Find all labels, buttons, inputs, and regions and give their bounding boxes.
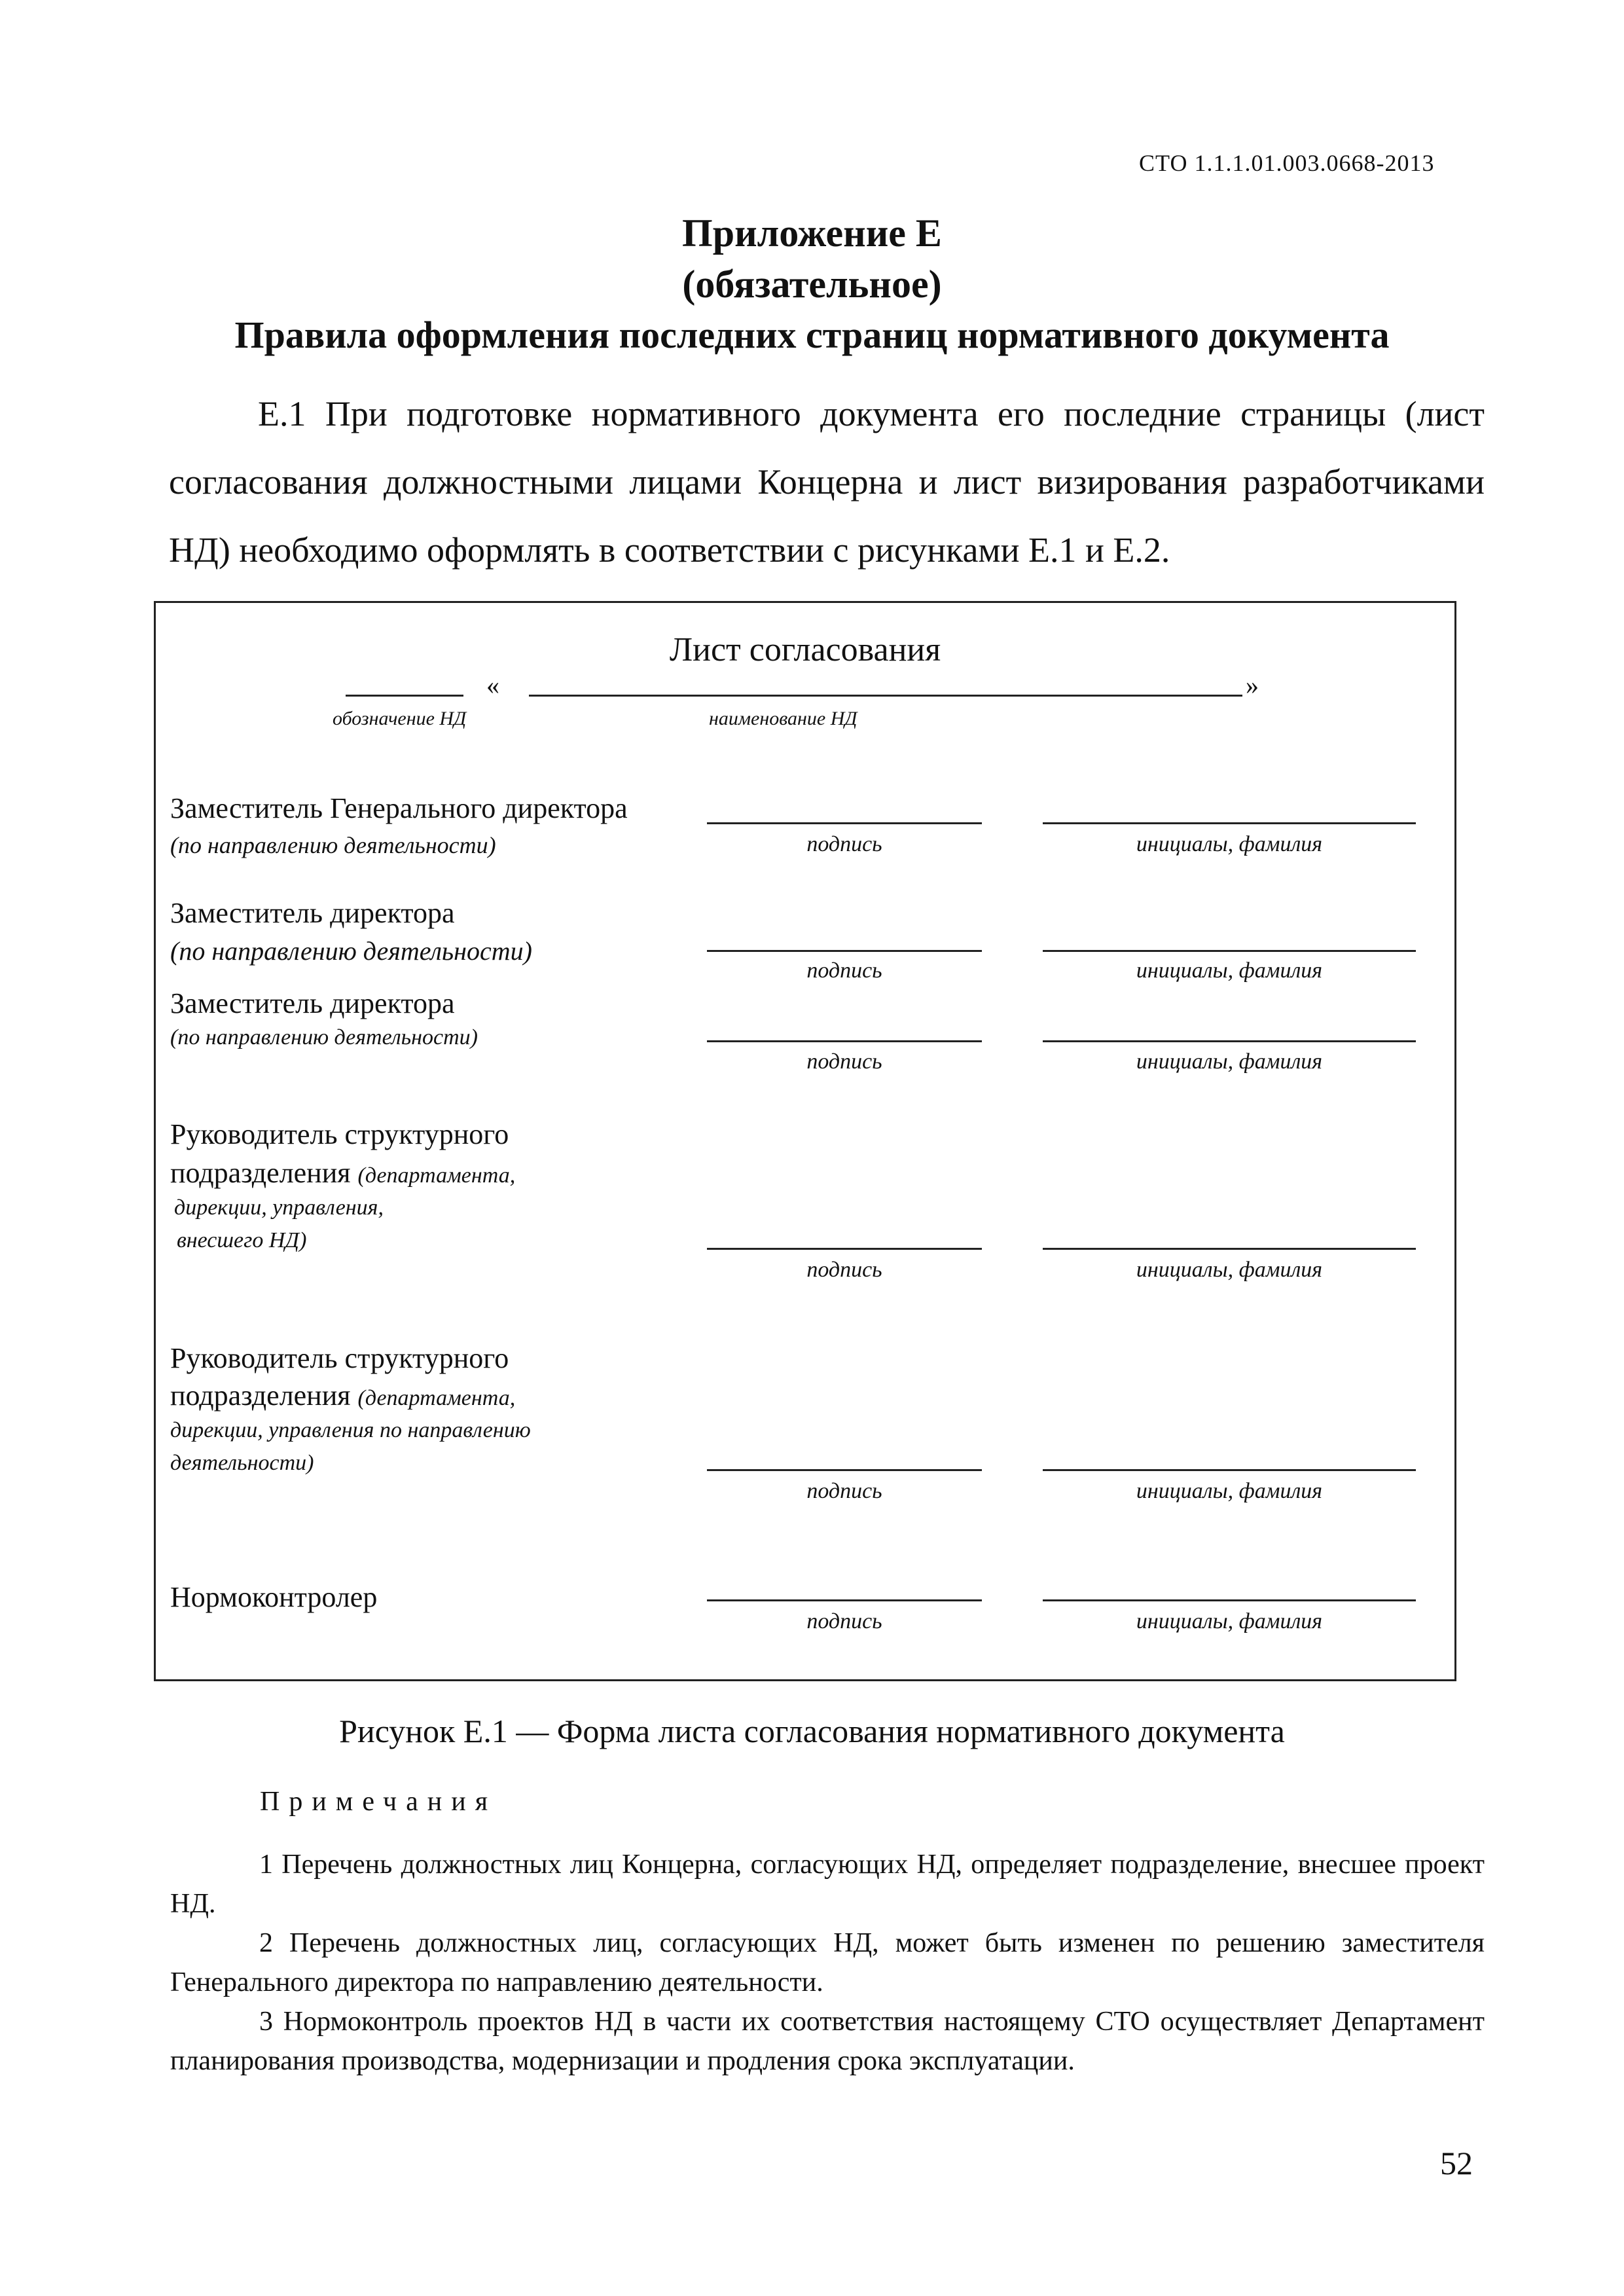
row4-signature-caption: подпись — [806, 1258, 882, 1282]
row4-name-line — [1043, 1248, 1416, 1250]
row3-sub: (по направлению деятельности) — [170, 1025, 478, 1049]
row4-sub-line2: дирекции, управления, — [174, 1195, 384, 1220]
notes-heading: Примечания — [260, 1787, 497, 1817]
row2-name-line — [1043, 950, 1416, 952]
row3-position: Заместитель директора — [170, 987, 455, 1019]
row4-sub-line3: внесшего НД) — [177, 1228, 307, 1252]
open-quote: « — [486, 670, 499, 700]
row5-signature-line — [707, 1469, 982, 1471]
name-caption: наименование НД — [709, 708, 857, 729]
row4-position-line1: Руководитель структурного — [170, 1118, 509, 1150]
row2-signature-line — [707, 950, 982, 952]
form-title: Лист согласования — [669, 631, 941, 668]
row5-sub-line3: деятельности) — [170, 1451, 314, 1475]
row5-name-caption: инициалы, фамилия — [1136, 1479, 1323, 1503]
row5-sub-line2: дирекции, управления по направлению — [170, 1418, 531, 1442]
document-code: СТО 1.1.1.01.003.0668-2013 — [1139, 150, 1435, 176]
row5-name-line — [1043, 1469, 1416, 1471]
row5-sub-inline: (департамента, — [357, 1386, 516, 1410]
designation-line — [346, 695, 463, 697]
row6-name-line — [1043, 1599, 1416, 1601]
row6-signature-line — [707, 1599, 982, 1601]
note-2: 2 Перечень должностных лиц, согласующих НД, может быть изменен по решению заместителя Генерального директора по направлению деятельности. — [170, 1928, 1485, 1997]
row3-name-line — [1043, 1040, 1416, 1042]
row6-name-caption: инициалы, фамилия — [1136, 1609, 1323, 1633]
section-heading: Правила оформления последних страниц нормативного документа — [234, 314, 1390, 356]
row4-name-caption: инициалы, фамилия — [1136, 1258, 1323, 1282]
appendix-title: Приложение Е — [682, 211, 942, 255]
row4-position-dept: подразделения — [170, 1157, 351, 1189]
figure-caption: Рисунок Е.1 — Форма листа согласования нормативного документа — [339, 1713, 1285, 1749]
row5-signature-caption: подпись — [806, 1479, 882, 1503]
row4-position-line2 — [170, 1154, 515, 1192]
name-line — [529, 695, 1242, 697]
row5-position-line1: Руководитель структурного — [170, 1342, 509, 1374]
row1-position: Заместитель Генерального директора — [170, 792, 628, 824]
row3-signature-line — [707, 1040, 982, 1042]
row3-name-caption: инициалы, фамилия — [1136, 1049, 1323, 1074]
row2-sub: (по направлению деятельности) — [170, 936, 532, 966]
row3-signature-caption: подпись — [806, 1049, 882, 1074]
row1-signature-caption: подпись — [806, 832, 882, 856]
row6-signature-caption: подпись — [806, 1609, 882, 1633]
row2-signature-caption: подпись — [806, 958, 882, 983]
row2-position: Заместитель директора — [170, 897, 455, 929]
row1-name-caption: инициалы, фамилия — [1136, 832, 1323, 856]
approval-sheet-form — [154, 601, 1456, 1681]
row2-name-caption: инициалы, фамилия — [1136, 958, 1323, 983]
row5-position-line2 — [170, 1377, 515, 1415]
note-1: 1 Перечень должностных лиц Концерна, согласующих НД, определяет подразделение, внесшее проект НД. — [170, 1850, 1485, 1919]
row1-signature-line — [707, 822, 982, 824]
row5-position-dept: подразделения — [170, 1379, 351, 1412]
row4-sub-inline: (департамента, — [357, 1163, 516, 1188]
row6-position: Нормоконтролер — [170, 1581, 378, 1613]
close-quote: » — [1246, 670, 1259, 700]
appendix-status: (обязательное) — [682, 263, 942, 306]
row1-name-line — [1043, 822, 1416, 824]
row4-signature-line — [707, 1248, 982, 1250]
page-number: 52 — [1440, 2145, 1473, 2181]
row1-sub: (по направлению деятельности) — [170, 832, 496, 858]
note-3: 3 Нормоконтроль проектов НД в части их соответствия настоящему СТО осуществляет Департамент планирования производства, модернизации и продления срока эксплуатации. — [170, 2007, 1485, 2076]
designation-caption: обозначение НД — [333, 708, 467, 729]
intro-paragraph: Е.1 При подготовке нормативного документа его последние страницы (лист согласования должностными лицами Концерна и лист визирования разработчиками НД) необходимо оформлять в соответствии с рисунками Е.1 и Е.2. — [169, 394, 1485, 570]
